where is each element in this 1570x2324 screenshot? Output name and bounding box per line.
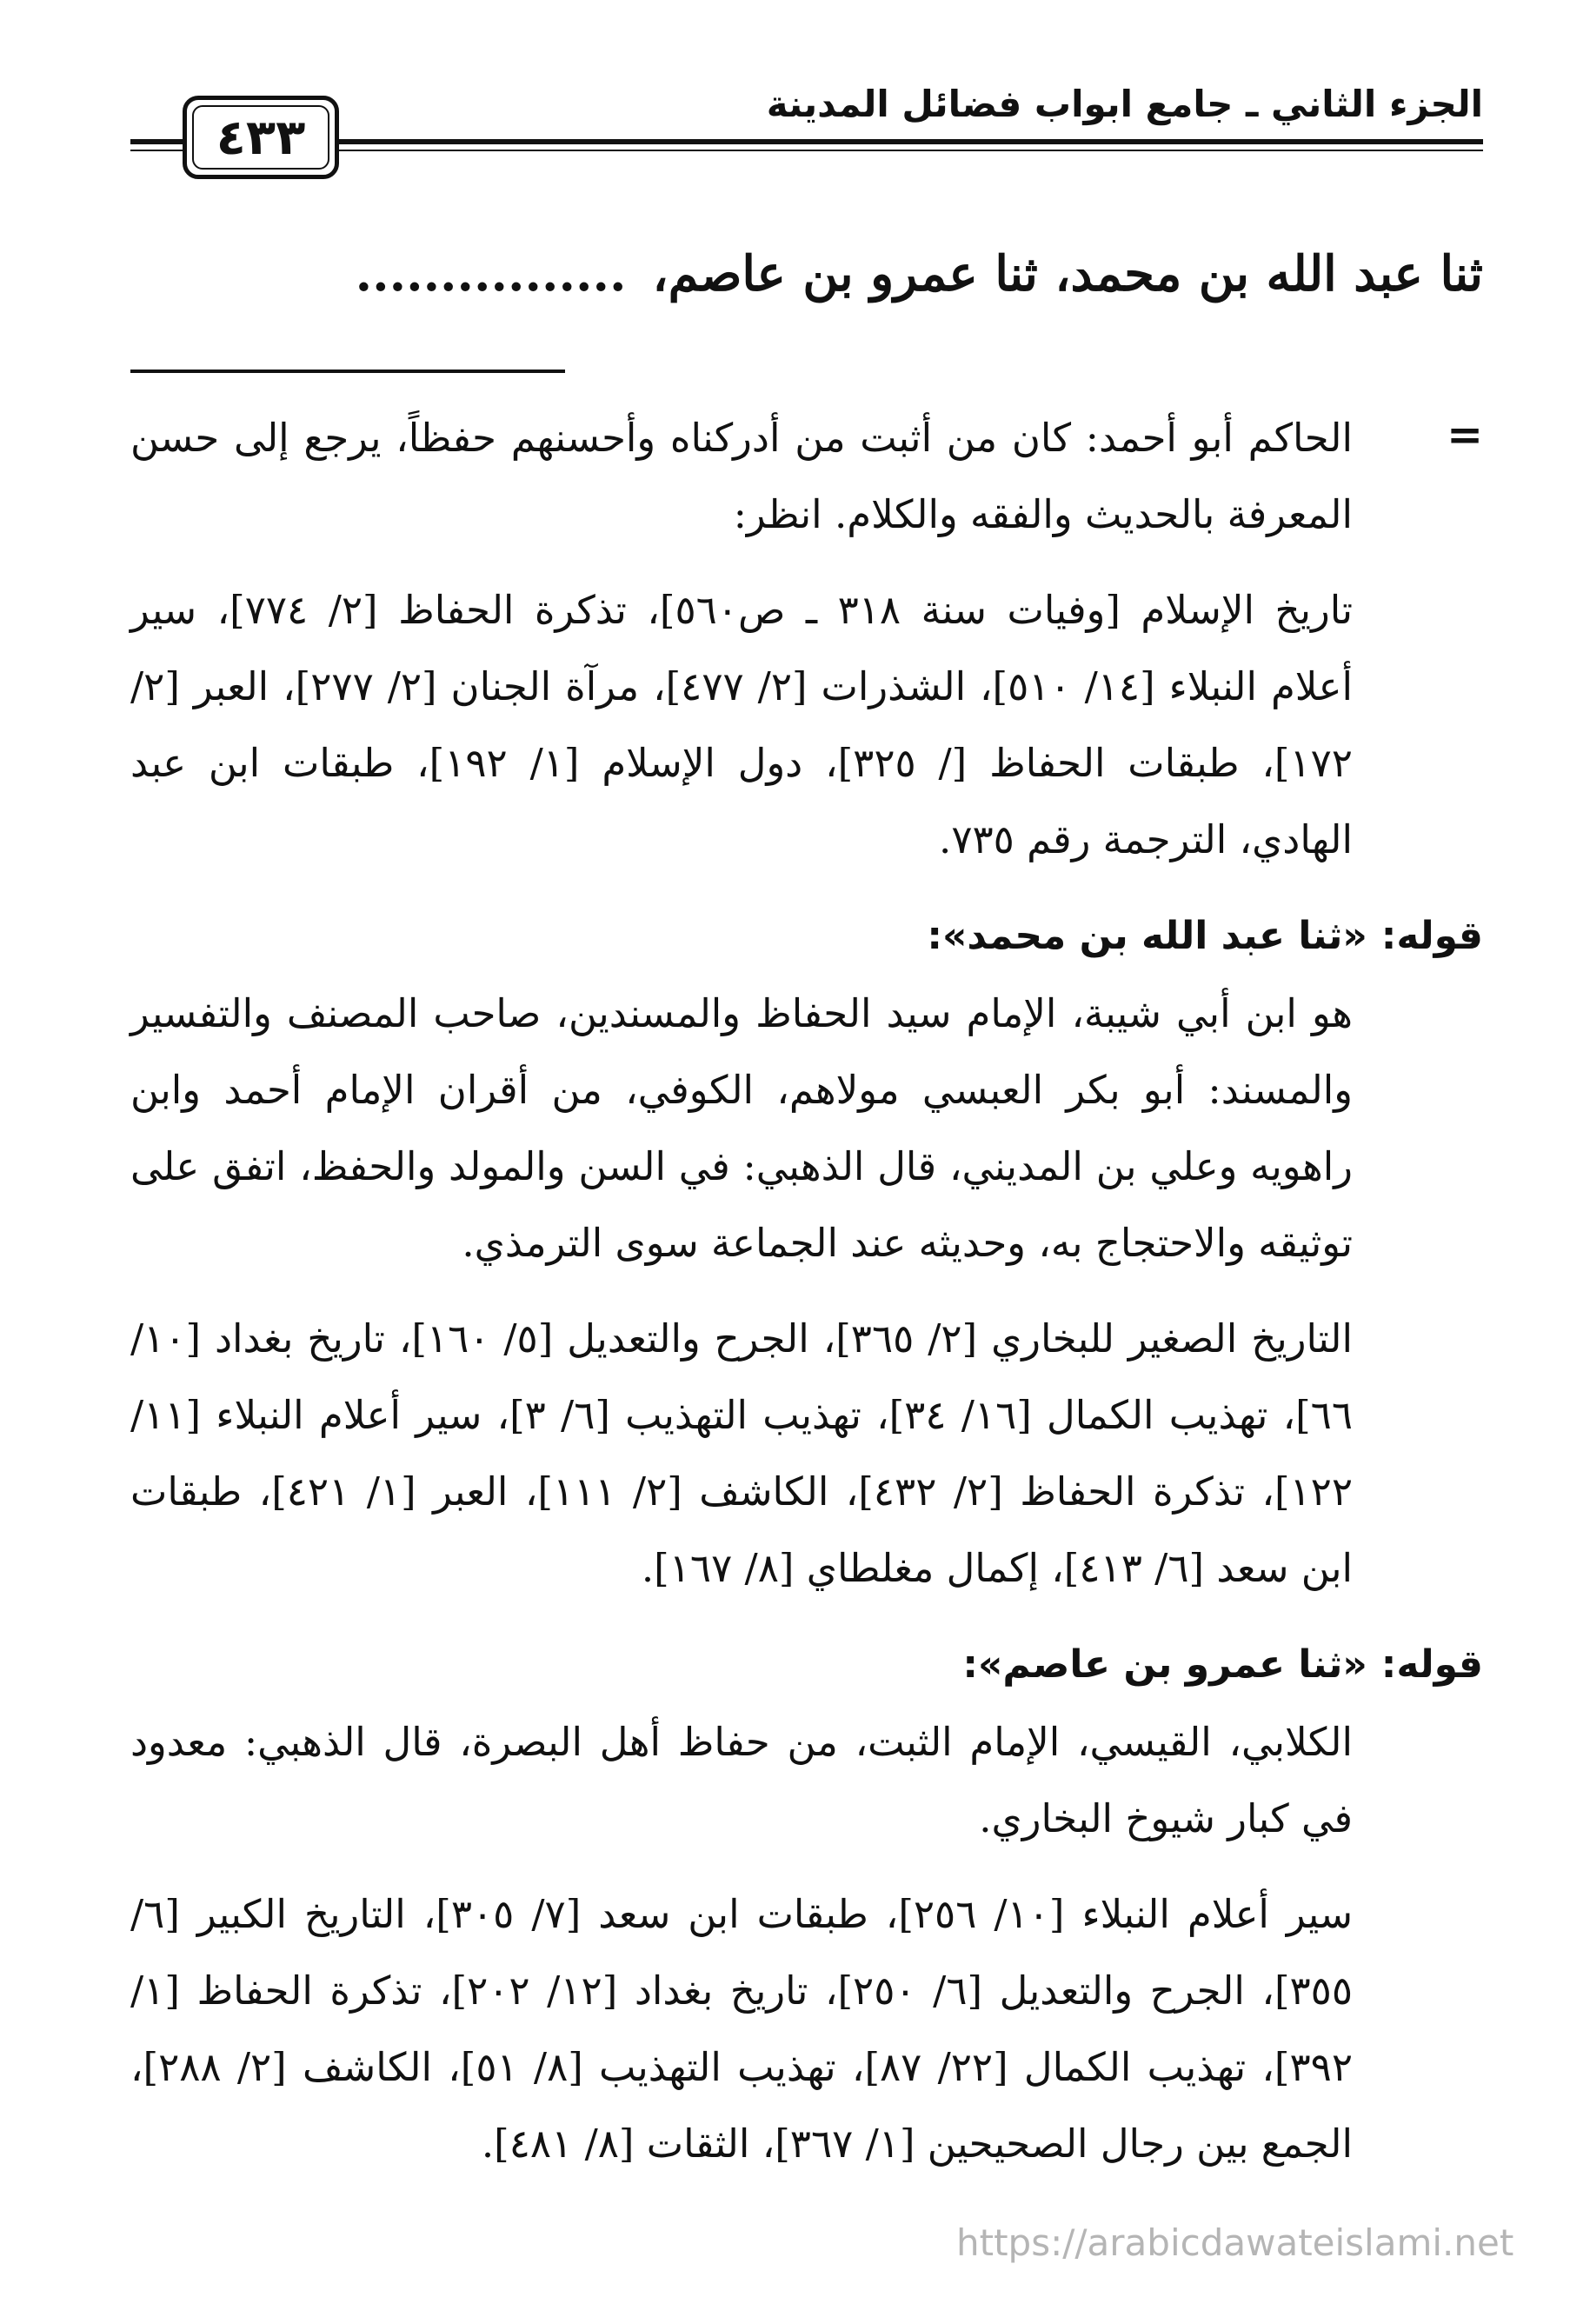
footnote-separator (130, 370, 565, 373)
footnotes (130, 400, 1483, 2201)
continuation-mark: = (1447, 409, 1483, 460)
main-text: ثنا عبد الله بن محمد، ثنا عمرو بن عاصم، (652, 245, 1483, 303)
ellipsis-dots: ................ (355, 245, 627, 303)
section-heading-1 (130, 897, 1483, 976)
section-label-2: قوله: (1380, 1642, 1483, 1687)
footnote-paragraph-1: الحاكم أبو أحمد: كان من أثبت من أدركناه وأحسنهم حفظاً، يرجع إلى حسن المعرفة بالحديث والفقه والكلام. انظر: (130, 415, 1353, 537)
footnote-references-1: تاريخ الإسلام [وفيات سنة ٣١٨ ـ ص٥٦٠]، تذكرة الحفاظ [٢/ ٧٧٤]، سير أعلام النبلاء [١٤/ ٥١٠]، الشذرات [٢/ ٤٧٧]، مرآة الجنان [٢/ ٢٧٧]، العبر [٢/ ١٧٢]، طبقات الحفاظ [/ ٣٢٥]، دول الإسلام [١/ ١٩٢]، طبقات ابن عبد الهادي، الترجمة رقم ٧٣٥. (130, 587, 1354, 862)
page-number: ٤٣٣ (216, 109, 306, 166)
page-number-frame (183, 96, 339, 179)
section-references-2: سير أعلام النبلاء [١٠/ ٢٥٦]، طبقات ابن سعد [٧/ ٣٠٥]، التاريخ الكبير [٦/ ٣٥٥]، الجرح والتعديل [٦/ ٢٥٠]، تاريخ بغداد [١٢/ ٢٠٢]، تذكرة الحفاظ [١/ ٣٩٢]، تهذيب الكمال [٢٢/ ٨٧]، تهذيب التهذيب [٨/ ٥١]، الكاشف [٢/ ٢٨٨]، الجمع بين رجال الصحيحين [١/ ٣٦٧]، الثقات [٨/ ٤٨١]. (130, 1891, 1354, 2167)
section-references-1: التاريخ الصغير للبخاري [٢/ ٣٦٥]، الجرح والتعديل [٥/ ١٦٠]، تاريخ بغداد [١٠/ ٦٦]، تهذيب الكمال [١٦/ ٣٤]، تهذيب التهذيب [٦/ ٣]، سير أعلام النبلاء [١١/ ١٢٢]، تذكرة الحفاظ [٢/ ٤٣٢]، الكاشف [٢/ ١١١]، العبر [١/ ٤٢١]، طبقات ابن سعد [٦/ ٤١٣]، إكمال مغلطاي [٨/ ١٦٧]. (130, 1315, 1354, 1591)
main-text-line (130, 235, 1483, 313)
section-bio-1: هو ابن أبي شيبة، الإمام سيد الحفاظ والمسندين، صاحب المصنف والتفسير والمسند: أبو بكر العبسي مولاهم، الكوفي، من أقران الإمام أحمد وابن راهويه وعلي بن المديني، قال الذهبي: في السن والمولد والحفظ، اتفق على توثيقه والاحتجاج به، وحديثه عند الجماعة سوى الترمذي. (130, 990, 1353, 1266)
section-label-1: قوله: (1380, 914, 1483, 958)
running-header-title: الجزء الثاني ـ جامع ابواب فضائل المدينة (766, 83, 1483, 125)
section-bio-2: الكلابي، القيسي، الإمام الثبت، من حفاظ أهل البصرة، قال الذهبي: معدود في كبار شيوخ البخاري. (130, 1719, 1353, 1841)
section-quote-1: «ثنا عبد الله بن محمد»: (927, 914, 1367, 958)
section-quote-2: «ثنا عمرو بن عاصم»: (962, 1642, 1367, 1687)
section-heading-2 (130, 1626, 1483, 1704)
watermark-url: https://arabicdawateislami.net (956, 2221, 1514, 2264)
